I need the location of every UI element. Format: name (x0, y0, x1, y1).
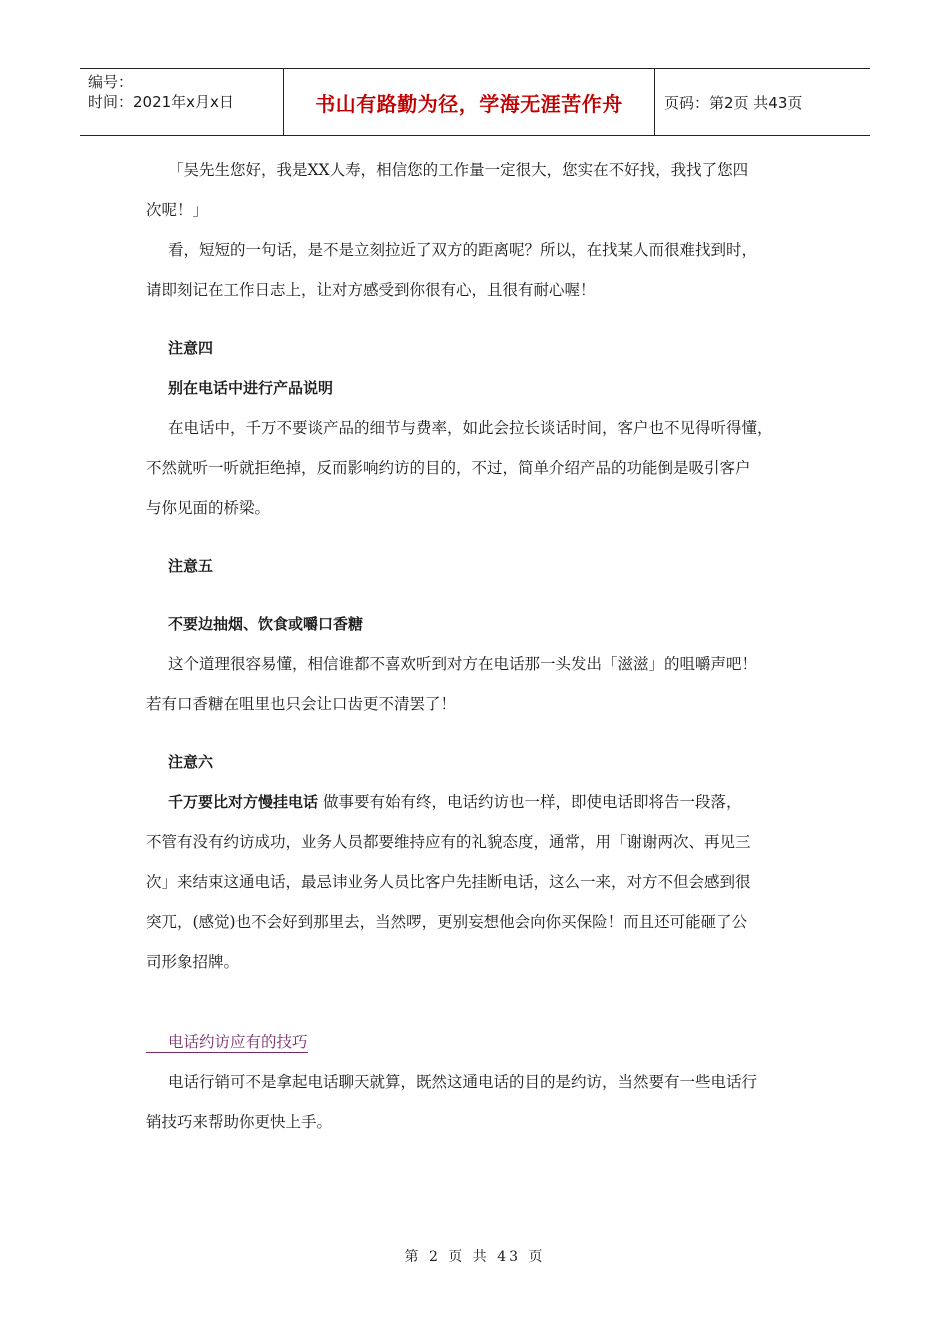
paragraph-line: 突兀，(感觉)也不会好到那里去，当然啰，更别妄想他会向你买保险！而且还可能砸了公 (146, 913, 748, 931)
paragraph-line: 电话行销可不是拿起电话聊天就算，既然这通电话的目的是约访，当然要有一些电话行 (168, 1073, 758, 1091)
header-meta (88, 72, 288, 112)
note-subheading: 不要边抽烟、饮食或嚼口香糖 (168, 615, 364, 633)
section-title (146, 1022, 806, 1062)
paragraph-line: 看，短短的一句话，是不是立刻拉近了双方的距离呢？所以，在找某人而很难找到时， (168, 241, 758, 259)
document-header (80, 68, 870, 136)
paragraph-line: 司形象招牌。 (146, 953, 240, 971)
paragraph-line: 不管有没有约访成功，业务人员都要维持应有的礼貌态度，通常，用「谢谢两次、再见三 (146, 833, 751, 851)
note-heading: 注意六 (168, 753, 214, 771)
quote-line: 次呢！」 (146, 201, 209, 219)
header-page-info: 页码：第2页 共43页 (664, 93, 803, 112)
paragraph-line: 若有口香糖在咀里也只会让口齿更不清罢了！ (146, 695, 457, 713)
paragraph-line: 次」来结束这通电话，最忌讳业务人员比客户先挂断电话，这么一来，对方不但会感到很 (146, 873, 751, 891)
note-subheading: 别在电话中进行产品说明 (168, 379, 334, 397)
paragraph-line: 在电话中，千万不要谈产品的细节与费率，如此会拉长谈话时间，客户也不见得听得懂， (168, 419, 773, 437)
page-footer: 第 2 页 共 43 页 (404, 1249, 546, 1265)
time-label: 时间：2021年x月x日 (88, 93, 234, 111)
paragraph-line (146, 782, 806, 822)
document-body (146, 150, 806, 1142)
header-divider (654, 69, 655, 135)
note-heading: 注意五 (168, 557, 214, 575)
section-title-text: 电话约访应有的技巧 (146, 1032, 308, 1053)
number-label: 编号： (88, 73, 134, 91)
paragraph-line: 请即刻记在工作日志上，让对方感受到你很有心，且很有耐心喔！ (146, 281, 596, 299)
paragraph-line: 这个道理很容易懂，相信谁都不喜欢听到对方在电话那一头发出「滋滋」的咀嚼声吧！ (168, 655, 758, 673)
paragraph-line: 销技巧来帮助你更快上手。 (146, 1113, 333, 1131)
paragraph-line: 不然就听一听就拒绝掉，反而影响约访的目的，不过，简单介绍产品的功能倒是吸引客户 (146, 459, 751, 477)
paragraph-text: 做事要有始有终，电话约访也一样，即使电话即将告一段落， (318, 793, 742, 811)
header-motto: 书山有路勤为径，学海无涯苦作舟 (315, 91, 623, 116)
quote-line: 「吴先生您好，我是XX人寿，相信您的工作量一定很大，您实在不好找，我找了您四 (168, 161, 749, 179)
note-heading: 注意四 (168, 339, 214, 357)
paragraph-line: 与你见面的桥梁。 (146, 499, 271, 517)
note-subheading: 千万要比对方慢挂电话 (168, 793, 319, 811)
